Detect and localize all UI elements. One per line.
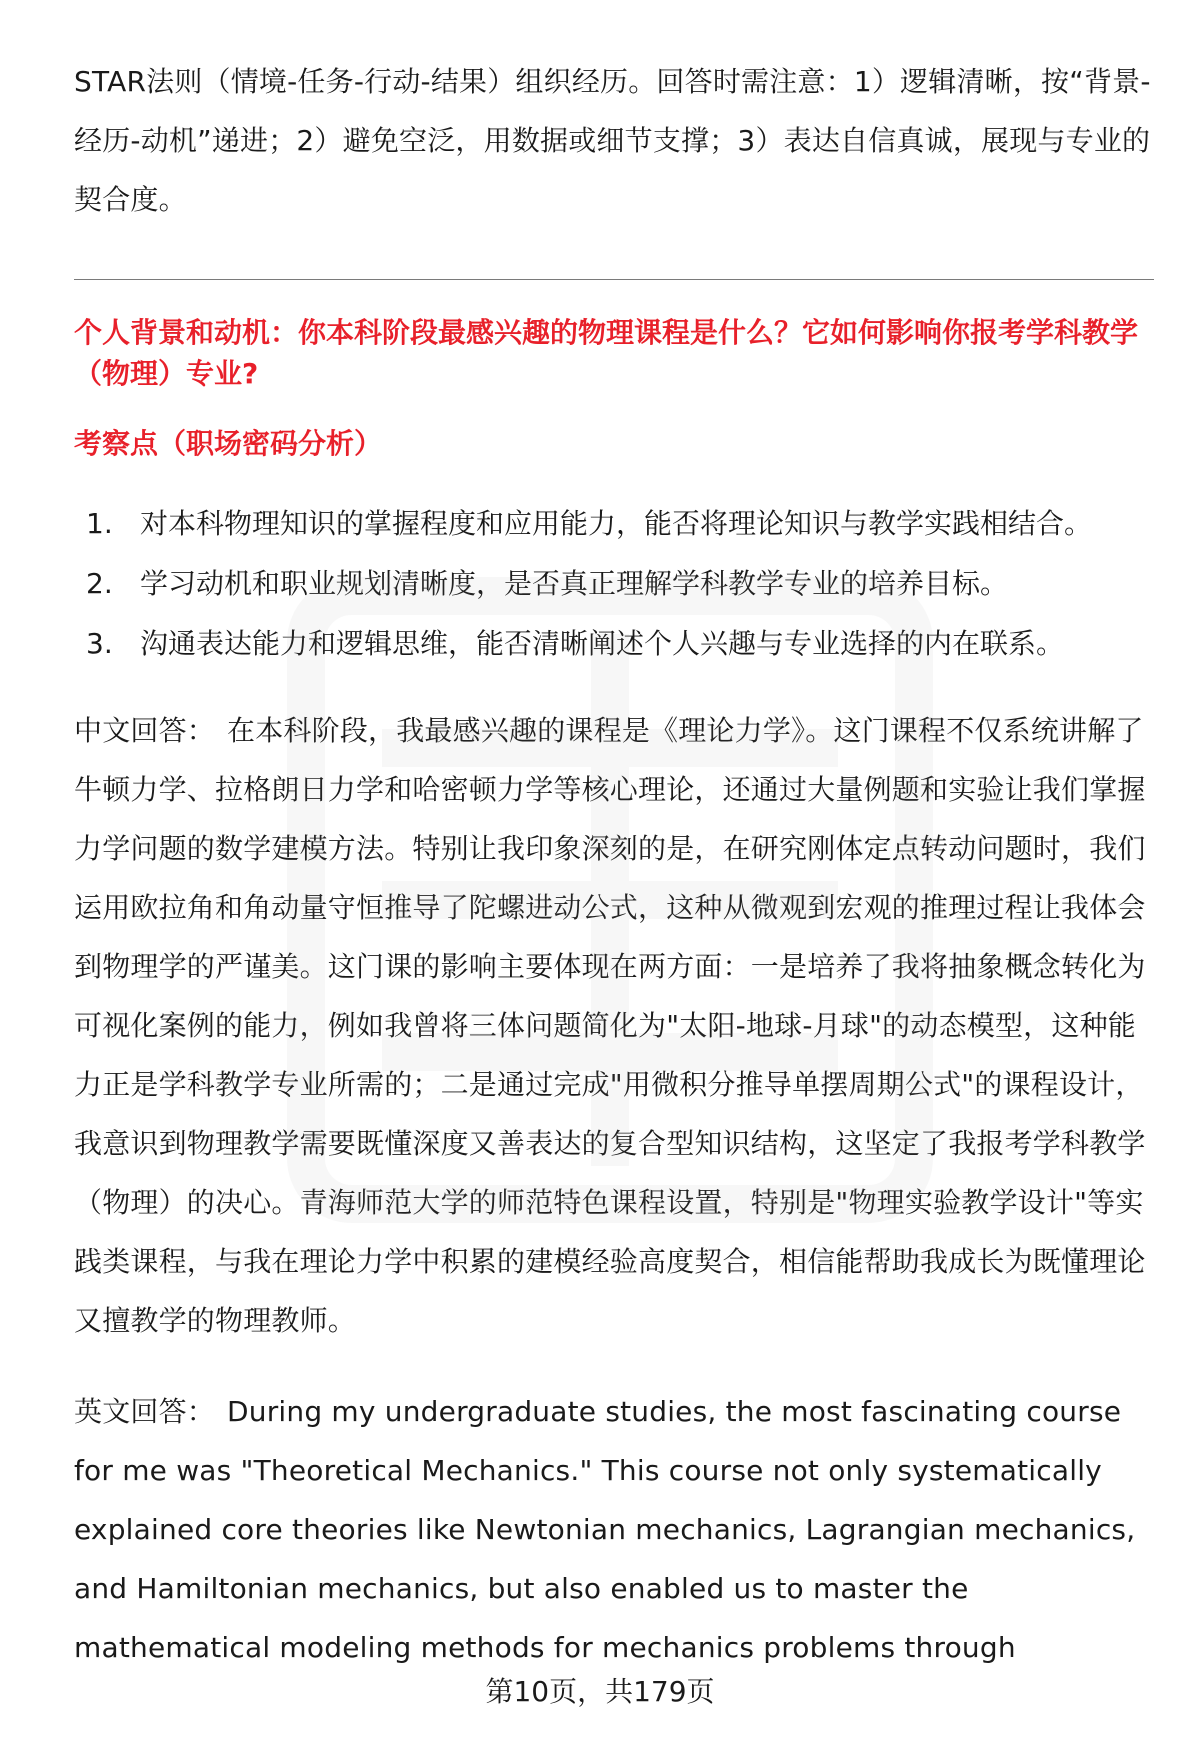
chinese-answer-label: 中文回答： [74, 714, 216, 747]
question-heading: 个人背景和动机：你本科阶段最感兴趣的物理课程是什么？它如何影响你报考学科教学（物理）专业? [74, 316, 1139, 390]
chinese-answer-text: 在本科阶段，我最感兴趣的课程是《理论力学》。这门课程不仅系统讲解了牛顿力学、拉格朗日力学和哈密顿力学等核心理论，还通过大量例题和实验让我们掌握力学问题的数学建模方法。特别让我印象深刻的是，在研究刚体定点转动问题时，我们运用欧拉角和角动量守恒推导了陀螺进动公式，这种从微观到宏观的推理过程让我体会到物理学的严谨美。这门课的影响主要体现在两方面：一是培养了我将抽象概念转化为可视化案例的能力，例如我曾将三体问题简化为"太阳-地球-月球"的动态模型，这种能力正是学科教学专业所需的；二是通过完成"用微积分推导单摆周期公式"的课程设计，我意识到物理教学需要既懂深度又善表达的复合型知识结构，这坚定了我报考学科教学（物理）的决心。青海师范大学的师范特色课程设置，特别是"物理实验教学设计"等实践类课程，与我在理论力学中积累的建模经验高度契合，相信能帮助我成长为既懂理论又擅教学的物理教师。 [74, 714, 1146, 1337]
english-answer-text: During my undergraduate studies, the most fascinating course for me was "Theoretical Mechanics." This course not only systematically explained core theories like Newtonian mechanics, Lagrangian mechanics, and Hamiltonian mechanics, but also enabled us to master the mathematical modeling methods for mechanics problems through [74, 1395, 1136, 1664]
list-item-text: 对本科物理知识的掌握程度和应用能力，能否将理论知识与教学实践相结合。 [140, 507, 1093, 540]
list-item-number: 3. [86, 627, 113, 660]
list-item [74, 554, 1154, 614]
page-number-footer: 第10页，共179页 [485, 1675, 715, 1708]
list-item [74, 494, 1154, 554]
english-answer-label: 英文回答： [74, 1395, 216, 1428]
list-item-number: 1. [86, 507, 113, 540]
list-item-number: 2. [86, 567, 113, 600]
list-item-text: 沟通表达能力和逻辑思维，能否清晰阐述个人兴趣与专业选择的内在联系。 [140, 627, 1065, 660]
list-item-text: 学习动机和职业规划清晰度，是否真正理解学科教学专业的培养目标。 [140, 567, 1009, 600]
english-answer-paragraph [74, 1382, 1154, 1677]
assessment-points-heading: 考察点（职场密码分析） [74, 427, 383, 460]
section-divider [74, 279, 1154, 280]
assessment-points-list [74, 494, 1154, 674]
list-item [74, 614, 1154, 674]
intro-paragraph: STAR法则（情境-任务-行动-结果）组织经历。回答时需注意：1）逻辑清晰，按“背景-经历-动机”递进；2）避免空泛，用数据或细节支撑；3）表达自信真诚，展现与专业的契合度。 [74, 65, 1151, 216]
chinese-answer-paragraph [74, 701, 1154, 1350]
